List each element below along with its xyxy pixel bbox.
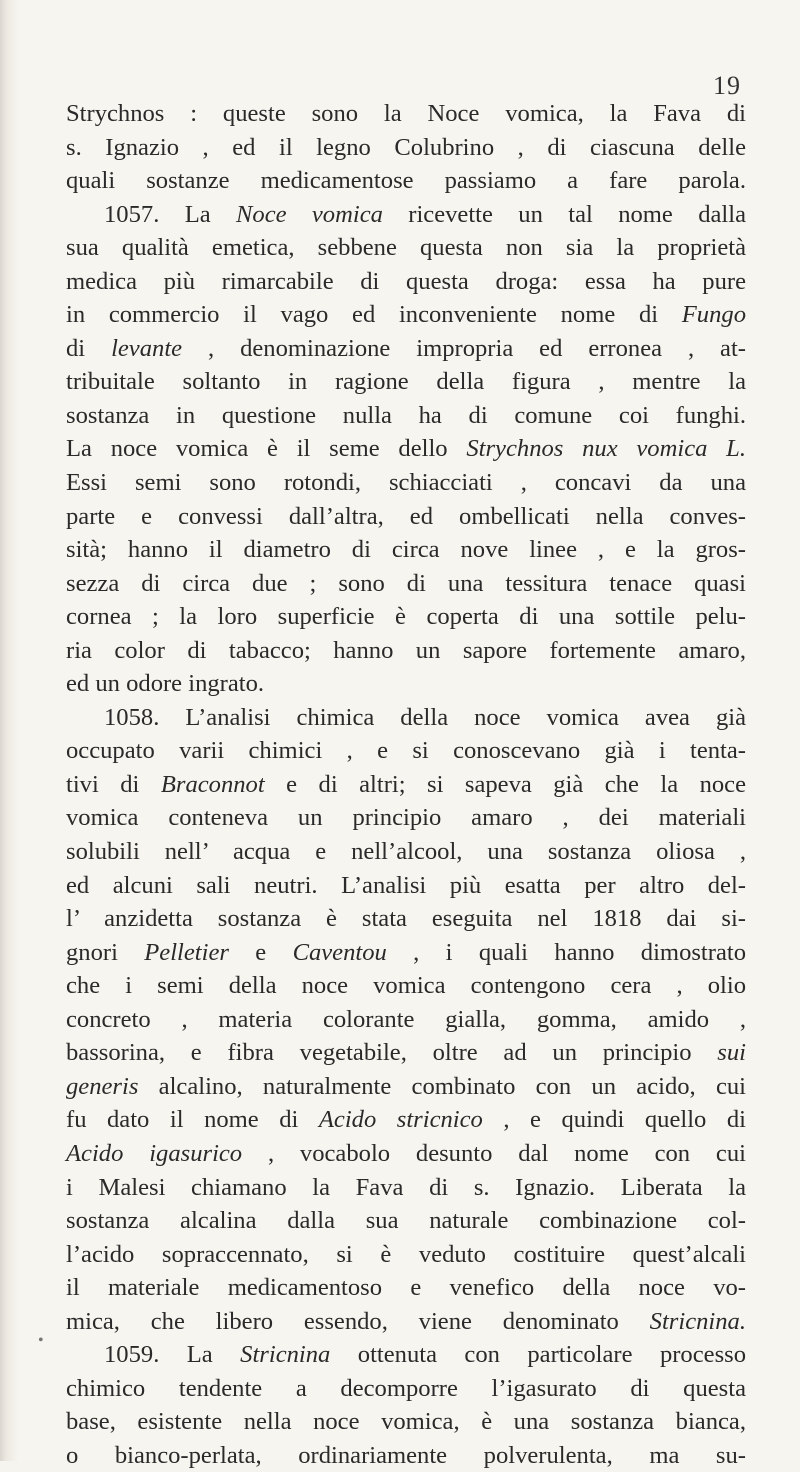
- text-segment: l’acido sopraccennato, si è veduto costituire quest’alcali: [66, 1240, 746, 1268]
- text-line: [66, 265, 746, 299]
- text-segment: quali sostanze medicamentose passiamo a fare parola.: [66, 167, 746, 195]
- text-line: [66, 969, 746, 1003]
- text-segment: i Malesi chiamano la Fava di s. Ignazio. Liberata la: [66, 1173, 746, 1201]
- text-line: [66, 365, 746, 399]
- text-segment: s. Ignazio , ed il legno Colubrino , di ciascuna delle: [66, 133, 746, 161]
- text-segment: che i semi della noce vomica contengono cera , olio: [66, 972, 746, 1000]
- text-segment: tivi di: [66, 770, 161, 798]
- italic-text: Strychnos nux vomica L.: [466, 435, 746, 463]
- text-segment: 1059. La: [104, 1341, 241, 1369]
- page-binding-edge: [0, 0, 18, 1461]
- italic-text: Stricnina.: [649, 1307, 746, 1335]
- body-text: [66, 97, 746, 1472]
- text-line: [66, 1372, 746, 1406]
- text-segment: medica più rimarcabile di questa droga: essa ha pure: [66, 267, 746, 295]
- text-segment: tribuitale soltanto in ragione della figura , mentre la: [66, 368, 746, 396]
- text-segment: Strychnos : queste sono la Noce vomica, la Fava di: [66, 100, 746, 127]
- italic-text: generis: [66, 1072, 139, 1100]
- text-line: [66, 634, 746, 668]
- text-segment: gnori: [66, 938, 145, 966]
- text-line: [66, 399, 746, 433]
- text-segment: base, esistente nella noce vomica, è una sostanza bianca,: [66, 1408, 746, 1436]
- text-segment: 1057. La: [104, 200, 236, 228]
- text-line: [66, 835, 746, 869]
- text-segment: ricevette un tal nome dalla: [382, 200, 746, 228]
- text-segment: , vocabolo desunto dal nome con cui: [242, 1139, 746, 1167]
- italic-text: Pelletier: [144, 938, 229, 966]
- text-segment: La noce vomica è il seme dello: [66, 435, 467, 463]
- italic-text: levante: [111, 334, 183, 362]
- text-line: [66, 869, 746, 903]
- text-line: [66, 768, 746, 802]
- text-segment: bassorina, e fibra vegetabile, oltre ad un principio: [66, 1039, 718, 1067]
- text-segment: ottenuta con particolare processo: [330, 1341, 747, 1369]
- text-line: [66, 1003, 746, 1037]
- text-line: [66, 432, 746, 466]
- text-segment: alcalino, naturalmente combinato con un acido, cui: [138, 1072, 746, 1100]
- text-line: [66, 1338, 746, 1372]
- page-number: 19: [713, 71, 741, 100]
- italic-text: Braconnot: [160, 770, 265, 798]
- text-segment: e: [228, 938, 293, 966]
- italic-text: Acido stricnico: [318, 1106, 483, 1134]
- text-line: [66, 500, 746, 534]
- text-line: [66, 600, 746, 634]
- text-segment: fu dato il nome di: [66, 1106, 319, 1134]
- text-segment: sità; hanno il diametro di circa nove linee , e la gros-: [66, 536, 746, 564]
- text-line: [66, 567, 746, 601]
- text-line: [66, 701, 746, 735]
- italic-text: sui: [717, 1039, 746, 1067]
- italic-text: Caventou: [292, 938, 387, 966]
- text-segment: parte e convessi dall’altra, ed ombellicati nella conves-: [66, 502, 746, 530]
- text-segment: mica, che libero essendo, viene denominato: [66, 1307, 650, 1335]
- text-segment: , i quali hanno dimostrato: [386, 938, 747, 966]
- text-line: [66, 936, 746, 970]
- text-line: [66, 1204, 746, 1238]
- text-line: [66, 1305, 746, 1339]
- italic-text: Stricnina: [240, 1341, 331, 1369]
- text-line: [66, 1171, 746, 1205]
- text-segment: 1058. L’analisi chimica della noce vomica avea già: [104, 703, 746, 731]
- text-line: [66, 734, 746, 768]
- text-line: [66, 164, 746, 198]
- text-line: [66, 298, 746, 332]
- text-segment: , denominazione impropria ed erronea , at-: [182, 334, 746, 362]
- text-segment: ed alcuni sali neutri. L’analisi più esatta per altro del-: [66, 871, 746, 899]
- italic-text: Noce vomica: [236, 200, 383, 228]
- text-segment: solubili nell’ acqua e nell’alcool, una sostanza oliosa ,: [66, 838, 746, 866]
- text-segment: di: [66, 334, 112, 362]
- text-line: [66, 801, 746, 835]
- text-segment: sua qualità emetica, sebbene questa non sia la proprietà: [66, 234, 746, 262]
- text-segment: e di altri; si sapeva già che la noce: [264, 770, 746, 798]
- text-line: [66, 1238, 746, 1272]
- margin-mark: •: [38, 1332, 44, 1349]
- text-segment: Essi semi sono rotondi, schiacciati , concavi da una: [66, 469, 746, 497]
- text-line: [66, 231, 746, 265]
- text-segment: o bianco-perlata, ordinariamente polverulenta, ma su-: [66, 1441, 746, 1469]
- text-segment: cornea ; la loro superficie è coperta di una sottile pelu-: [66, 603, 746, 631]
- text-segment: l’ anzidetta sostanza è stata eseguita nel 1818 dai si-: [66, 905, 746, 933]
- italic-text: Fungo: [681, 301, 746, 329]
- text-segment: sostanza alcalina dalla sua naturale combinazione col-: [66, 1207, 746, 1235]
- text-line: [66, 533, 746, 567]
- text-line: [66, 1405, 746, 1439]
- text-line: [66, 1103, 746, 1137]
- text-segment: chimico tendente a decomporre l’igasurato di questa: [66, 1374, 746, 1402]
- text-segment: occupato varii chimici , e si conoscevano già i tenta-: [66, 737, 746, 765]
- text-line: [66, 131, 746, 165]
- text-line: [66, 902, 746, 936]
- text-line: [66, 97, 746, 131]
- text-line: [66, 466, 746, 500]
- text-segment: in commercio il vago ed inconveniente nome di: [66, 301, 682, 329]
- text-segment: sostanza in questione nulla ha di comune coi funghi.: [66, 401, 746, 429]
- text-line: [66, 1070, 746, 1104]
- text-segment: vomica conteneva un principio amaro , dei materiali: [66, 804, 746, 832]
- text-segment: il materiale medicamentoso e venefico della noce vo-: [66, 1274, 746, 1302]
- text-line: [66, 1439, 746, 1472]
- text-line: [66, 1271, 746, 1305]
- text-segment: , e quindi quello di: [482, 1106, 746, 1134]
- italic-text: Acido igasurico: [66, 1139, 243, 1167]
- text-line: [66, 1036, 746, 1070]
- text-line: [66, 1137, 746, 1171]
- text-line: [66, 332, 746, 366]
- text-segment: concreto , materia colorante gialla, gomma, amido ,: [66, 1005, 746, 1033]
- text-segment: sezza di circa due ; sono di una tessitura tenace quasi: [66, 569, 746, 597]
- text-segment: ed un odore ingrato.: [66, 670, 265, 698]
- text-line: [66, 667, 746, 701]
- text-line: [66, 198, 746, 232]
- text-segment: ria color di tabacco; hanno un sapore fortemente amaro,: [66, 636, 746, 664]
